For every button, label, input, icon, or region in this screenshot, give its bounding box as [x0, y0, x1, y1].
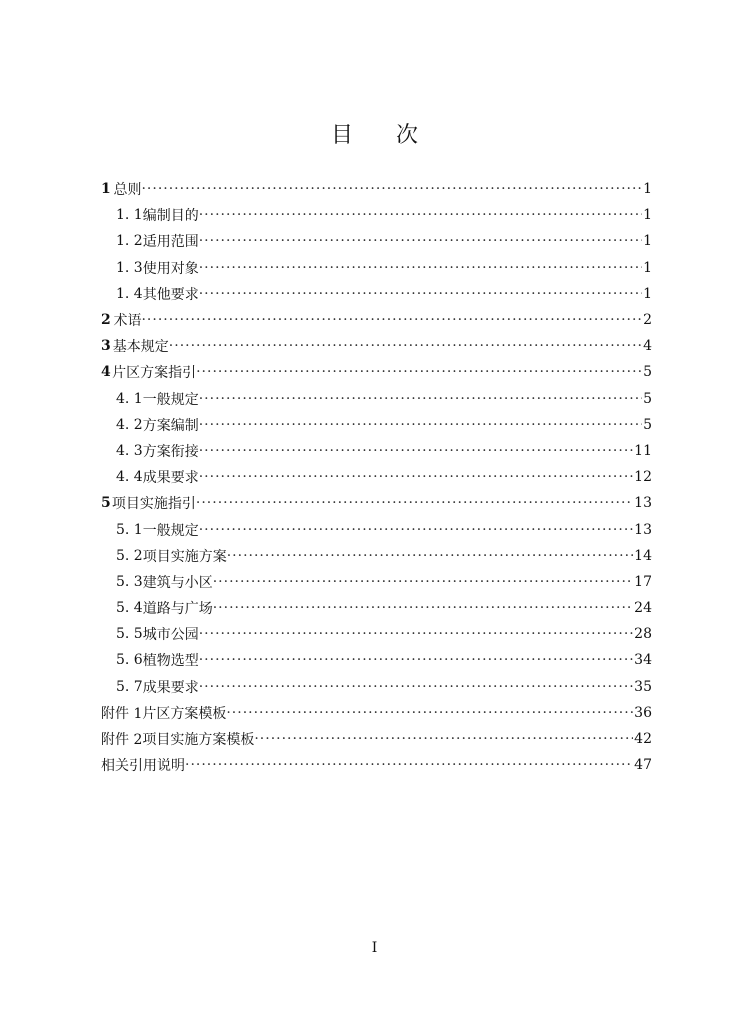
toc-entry-label: 相关引用说明 — [101, 758, 185, 775]
dot-leader — [213, 574, 633, 590]
toc-entry-number: 4. 2 — [116, 416, 143, 433]
toc-entry-number: 附件 2 — [101, 732, 143, 749]
toc-entry-number: 4. 4 — [116, 469, 143, 486]
toc-entry-label: 项目实施指引 — [111, 496, 196, 513]
toc-entry-page: 47 — [634, 757, 652, 774]
toc-entry[interactable] — [101, 647, 652, 673]
toc-entry-page: 1 — [643, 259, 652, 276]
toc-entry-number: 5. 5 — [116, 626, 143, 643]
toc-entry[interactable] — [101, 228, 652, 254]
toc-entry-page: 5 — [643, 416, 652, 433]
toc-entry-number: 5. 7 — [116, 678, 143, 695]
toc-entry[interactable] — [101, 595, 652, 621]
dot-leader — [199, 469, 633, 485]
toc-entry-label: 城市公园 — [142, 627, 199, 644]
toc-entry-label: 适用范围 — [142, 234, 199, 251]
toc-entry[interactable] — [101, 333, 652, 359]
toc-entry-page: 11 — [634, 442, 652, 459]
dot-leader — [199, 233, 642, 249]
toc-entry-label: 其他要求 — [142, 286, 199, 303]
dot-leader — [213, 600, 633, 616]
toc-entry-number: 5 — [101, 495, 111, 512]
dot-leader — [199, 286, 642, 302]
dot-leader — [199, 417, 642, 433]
toc-entry-page: 42 — [634, 731, 652, 748]
toc-entry-number: 4. 1 — [116, 390, 143, 407]
dot-leader — [141, 181, 642, 197]
toc-entry-number: 5. 1 — [116, 521, 143, 538]
table-of-contents — [101, 176, 652, 778]
dot-leader — [199, 679, 633, 695]
toc-entry-label: 片区方案指引 — [112, 365, 197, 382]
toc-entry-label: 一般规定 — [142, 391, 199, 408]
toc-entry-label: 项目实施方案模板 — [142, 732, 255, 749]
toc-entry-label: 术语 — [113, 313, 142, 330]
toc-entry-label: 方案衔接 — [142, 443, 199, 460]
dot-leader — [199, 260, 642, 276]
toc-entry[interactable] — [101, 516, 652, 542]
toc-entry-label: 植物选型 — [142, 653, 199, 670]
toc-entry-label: 一般规定 — [142, 522, 199, 539]
toc-entry-label: 编制目的 — [142, 208, 199, 225]
toc-entry-page: 5 — [643, 390, 652, 407]
toc-entry-page: 35 — [634, 678, 652, 695]
toc-entry-label: 基本规定 — [112, 339, 169, 356]
toc-entry[interactable] — [101, 359, 652, 385]
toc-entry[interactable] — [101, 202, 652, 228]
toc-entry-number: 5. 6 — [116, 652, 143, 669]
toc-entry-number: 1. 2 — [116, 233, 143, 250]
dot-leader — [196, 495, 633, 511]
toc-entry[interactable] — [101, 752, 652, 778]
toc-entry-page: 28 — [634, 626, 652, 643]
dot-leader — [199, 652, 633, 668]
toc-entry-label: 总则 — [113, 182, 142, 199]
toc-entry-number: 2 — [101, 312, 111, 329]
toc-entry[interactable] — [101, 700, 652, 726]
toc-entry-number: 1. 4 — [116, 285, 143, 302]
toc-entry[interactable] — [101, 255, 652, 281]
toc-entry-number: 5. 4 — [116, 600, 143, 617]
toc-entry-label: 使用对象 — [142, 260, 199, 277]
toc-entry-page: 24 — [634, 600, 652, 617]
toc-entry[interactable] — [101, 464, 652, 490]
dot-leader — [199, 522, 633, 538]
toc-entry[interactable] — [101, 621, 652, 647]
toc-entry-page: 5 — [643, 364, 652, 381]
toc-entry-page: 13 — [634, 521, 652, 538]
toc-entry-label: 建筑与小区 — [142, 574, 213, 591]
toc-entry[interactable] — [101, 307, 652, 333]
toc-entry-number: 5. 2 — [116, 547, 143, 564]
toc-entry-number: 5. 3 — [116, 573, 143, 590]
toc-entry-number: 附件 1 — [101, 705, 143, 722]
toc-entry[interactable] — [101, 386, 652, 412]
toc-entry-label: 片区方案模板 — [142, 705, 227, 722]
toc-entry-page: 1 — [643, 207, 652, 224]
dot-leader — [196, 364, 642, 380]
toc-entry-label: 项目实施方案 — [142, 548, 227, 565]
dot-leader — [254, 731, 633, 747]
toc-entry-page: 12 — [634, 469, 652, 486]
dot-leader — [169, 338, 642, 354]
toc-entry-page: 17 — [634, 573, 652, 590]
toc-entry[interactable] — [101, 281, 652, 307]
toc-entry[interactable] — [101, 726, 652, 752]
toc-entry-number: 3 — [101, 338, 111, 355]
toc-entry-number: 1. 3 — [116, 259, 143, 276]
dot-leader — [199, 626, 633, 642]
toc-entry-page: 36 — [634, 704, 652, 721]
dot-leader — [185, 757, 633, 773]
toc-entry-label: 道路与广场 — [142, 601, 213, 618]
toc-entry-page: 34 — [634, 652, 652, 669]
toc-entry-number: 1. 1 — [116, 207, 143, 224]
toc-entry[interactable] — [101, 490, 652, 516]
dot-leader — [199, 391, 642, 407]
toc-entry-page: 1 — [643, 181, 652, 198]
toc-entry-number: 1 — [101, 181, 111, 198]
dot-leader — [199, 207, 642, 223]
toc-entry-label: 方案编制 — [142, 417, 199, 434]
toc-entry-page: 1 — [643, 285, 652, 302]
page-number: I — [371, 940, 378, 956]
toc-entry[interactable] — [101, 543, 652, 569]
toc-entry-page: 4 — [643, 338, 652, 355]
toc-entry-number: 4. 3 — [116, 442, 143, 459]
toc-entry-page: 1 — [643, 233, 652, 250]
toc-entry-label: 成果要求 — [142, 470, 199, 487]
page-title: 目 次 — [331, 123, 436, 148]
toc-entry-page: 2 — [643, 312, 652, 329]
toc-entry[interactable] — [101, 569, 652, 595]
dot-leader — [141, 312, 642, 328]
dot-leader — [227, 548, 633, 564]
toc-entry-label: 成果要求 — [142, 679, 199, 696]
toc-entry[interactable] — [101, 412, 652, 438]
toc-entry-number: 4 — [101, 364, 111, 381]
dot-leader — [199, 443, 633, 459]
dot-leader — [226, 705, 633, 721]
toc-entry-page: 14 — [634, 547, 652, 564]
toc-entry-page: 13 — [634, 495, 652, 512]
toc-entry[interactable] — [101, 438, 652, 464]
toc-entry[interactable] — [101, 674, 652, 700]
toc-entry[interactable] — [101, 176, 652, 202]
